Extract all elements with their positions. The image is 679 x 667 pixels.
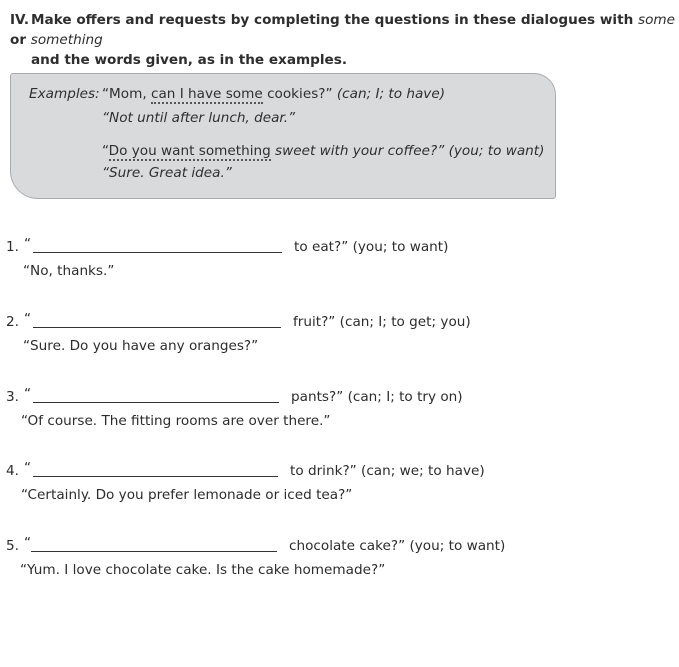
keyword-something: something [30, 32, 103, 48]
item-reply: “Sure. Do you have any oranges?” [23, 338, 259, 354]
example-2-question [102, 143, 544, 159]
item-reply: “Yum. I love chocolate cake. Is the cake homemade?” [20, 562, 386, 578]
example-2-close: sweet with your coffee?” [270, 143, 445, 159]
answer-blank[interactable] [33, 476, 278, 477]
item-number: 2. [6, 314, 19, 330]
item-reply: “Certainly. Do you prefer lemonade or iced tea?” [21, 487, 353, 503]
opening-quote: “ [24, 535, 32, 551]
example-1-question [102, 86, 445, 102]
item-reply: “Of course. The fitting rooms are over there.” [21, 413, 331, 429]
answer-blank[interactable] [33, 402, 279, 403]
opening-quote: “ [24, 460, 32, 476]
exercise-instructions [10, 10, 675, 70]
item-prompt: to drink?” (can; we; to have) [290, 463, 485, 479]
example-2-hint: (you; to want) [444, 143, 545, 159]
instruction-or: or [10, 32, 31, 48]
answer-blank[interactable] [33, 327, 281, 328]
item-number: 5. [6, 538, 19, 554]
opening-quote: “ [24, 311, 32, 327]
item-reply: “No, thanks.” [23, 263, 115, 279]
opening-quote: “ [24, 386, 32, 402]
item-prompt: pants?” (can; I; to try on) [291, 389, 463, 405]
example-2-answer: Do you want something [108, 143, 271, 159]
example-1-hint: (can; I; to have) [332, 86, 446, 102]
example-2-reply: “Sure. Great idea.” [102, 165, 232, 181]
item-number: 4. [6, 463, 19, 479]
item-prompt: chocolate cake?” (you; to want) [289, 538, 506, 554]
answer-blank[interactable] [33, 252, 282, 253]
example-1-reply: “Not until after lunch, dear.” [102, 110, 296, 126]
item-number: 3. [6, 389, 19, 405]
instruction-text-1: Make offers and requests by completing the questions in these dialogues with [31, 12, 638, 28]
instruction-text-2: and the words given, as in the examples. [31, 52, 348, 68]
exercise-number: IV. [10, 12, 29, 28]
example-1-close: cookies?” [262, 86, 333, 102]
keyword-some: some [638, 12, 676, 28]
item-number: 1. [6, 239, 19, 255]
example-2-open: “ [102, 143, 109, 159]
example-1-open: “Mom, [102, 86, 151, 102]
example-1-answer: can I have some [150, 86, 263, 102]
opening-quote: “ [24, 236, 32, 252]
examples-box [10, 73, 556, 199]
item-prompt: to eat?” (you; to want) [294, 239, 449, 255]
answer-blank[interactable] [31, 551, 277, 552]
examples-label: Examples: [29, 86, 100, 102]
item-prompt: fruit?” (can; I; to get; you) [293, 314, 471, 330]
